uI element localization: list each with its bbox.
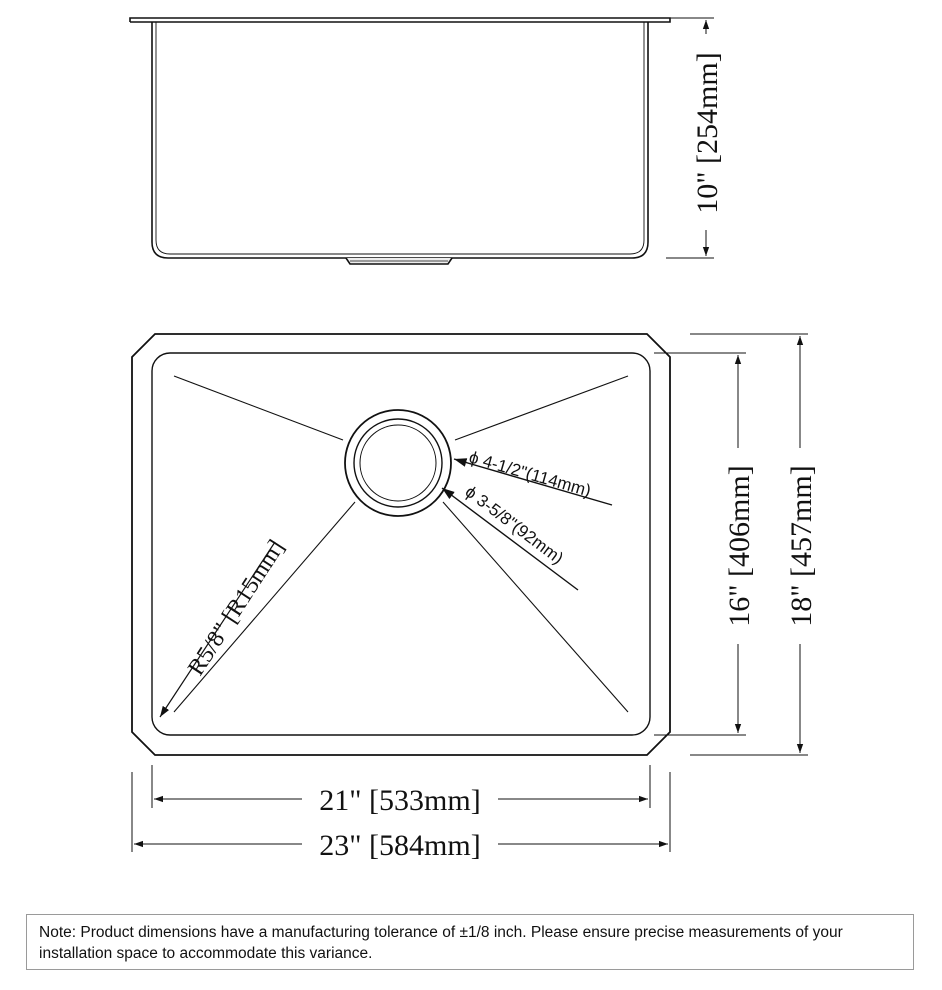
inner-depth-label: 16" [406mm]	[723, 465, 756, 627]
tolerance-note	[26, 914, 914, 970]
side-view	[130, 18, 714, 264]
drain-outer-label: ϕ 4-1/2"(114mm)	[466, 447, 594, 501]
drain-inner-label: ϕ 3-5/8"(92mm)	[461, 482, 567, 568]
outer-width-label: 23" [584mm]	[319, 829, 481, 862]
side-view-rim	[130, 18, 670, 22]
outer-depth-label: 18" [457mm]	[785, 465, 818, 627]
drain-outer-ring	[345, 410, 451, 516]
slope-line-top-right	[455, 376, 628, 440]
slope-line-top-left	[174, 376, 343, 440]
inner-width-label: 21" [533mm]	[319, 784, 481, 817]
side-view-basin-outer	[152, 22, 648, 258]
side-view-basin-inner	[156, 22, 644, 254]
drain-inner-leader	[442, 488, 578, 590]
tolerance-note-text: Note: Product dimensions have a manufacturing tolerance of ±1/8 inch. Please ensure precise measurements of your installation space to accommodate this variance.	[39, 924, 843, 962]
side-height-label: 10" [254mm]	[691, 52, 724, 214]
slope-line-bottom-left	[174, 502, 355, 712]
top-view-outer-rim	[132, 334, 670, 755]
corner-radius-label: R5/8" [R15mm]	[183, 535, 290, 681]
